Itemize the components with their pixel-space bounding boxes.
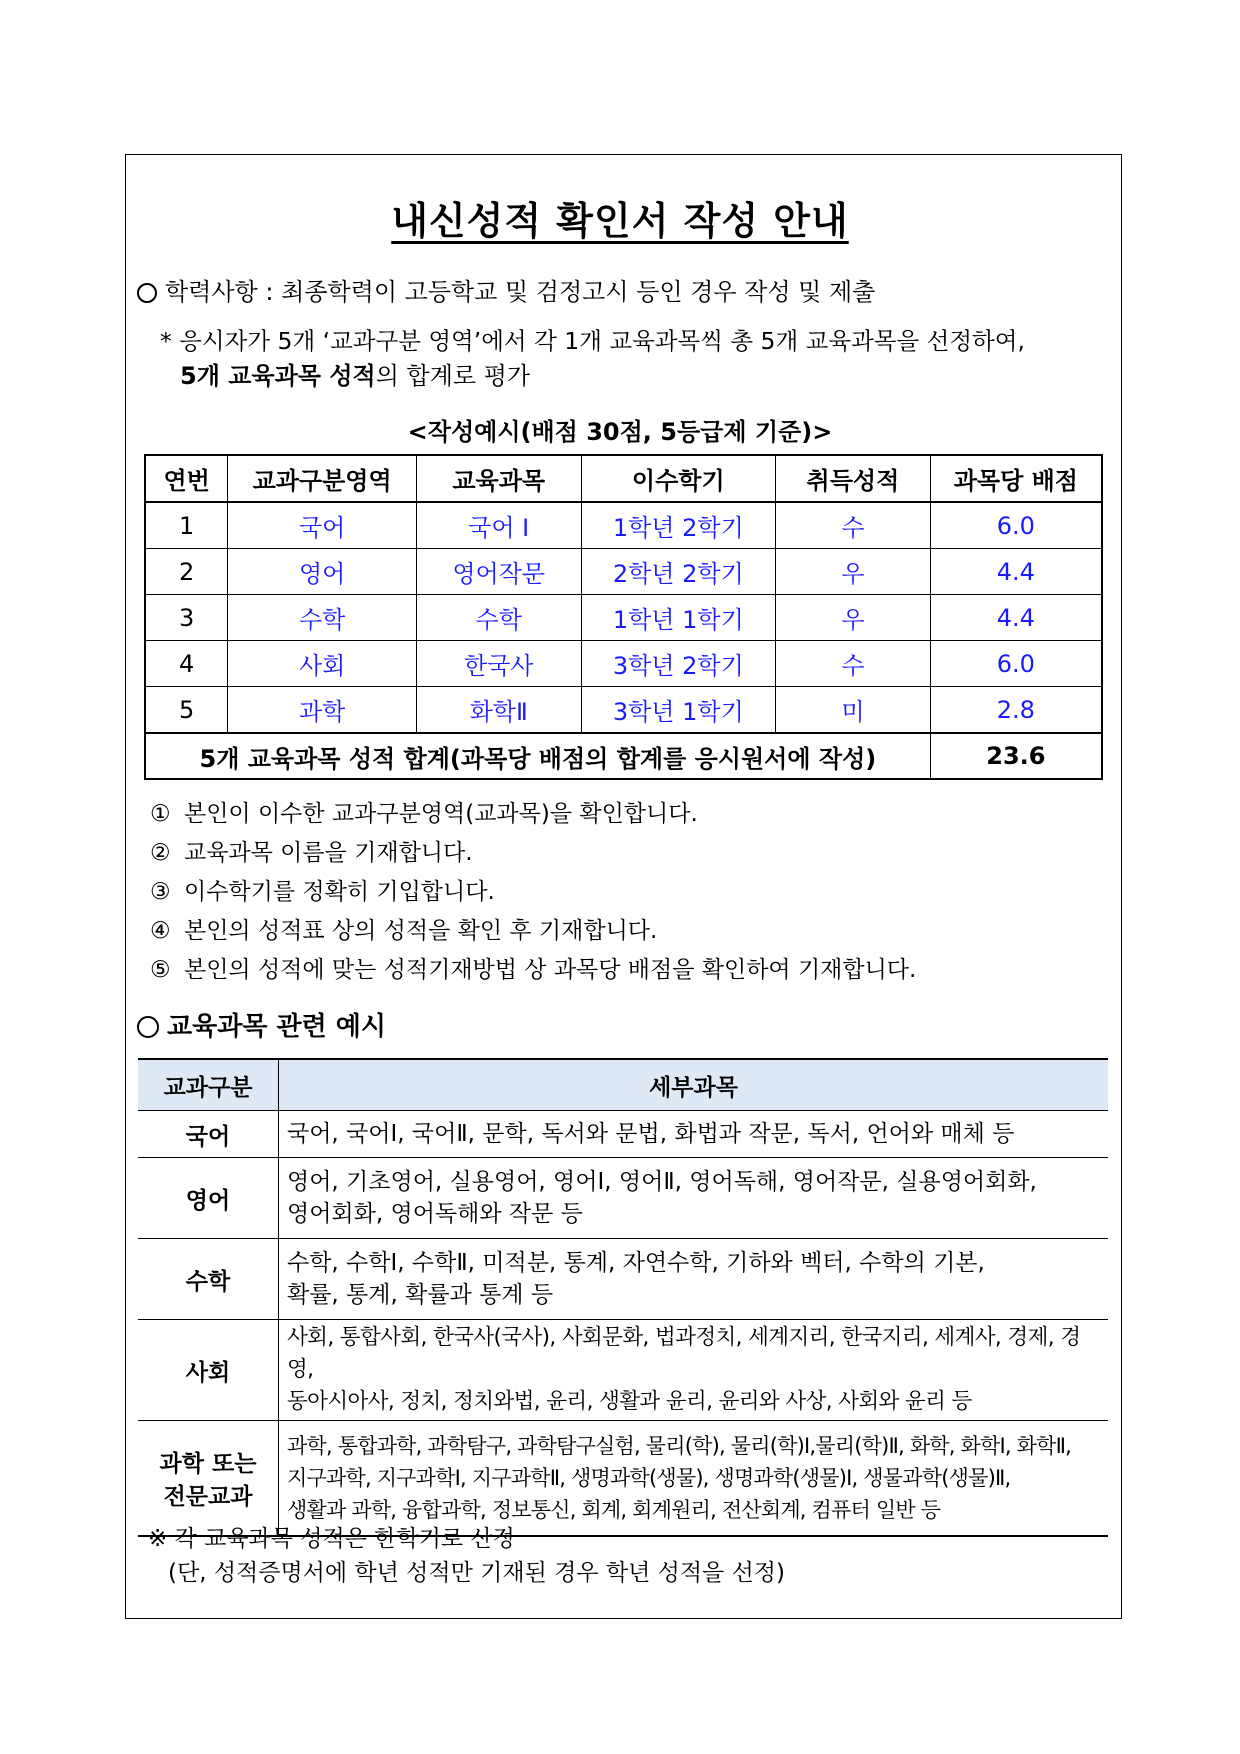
cell-grade: 수	[776, 502, 931, 549]
header-area: 교과구분영역	[228, 455, 417, 502]
cell-semester: 3학년 1학기	[581, 687, 776, 734]
subject-examples-table	[138, 1058, 1108, 1537]
cell-semester: 1학년 1학기	[581, 595, 776, 641]
circle-bullet-icon	[137, 283, 157, 303]
details-cell: 국어, 국어Ⅰ, 국어Ⅱ, 문학, 독서와 문법, 화법과 작문, 독서, 언어와 매체 등	[279, 1111, 1109, 1158]
evaluation-note-line2: 5개 교육과목 성적의 합계로 평가	[180, 362, 531, 390]
category-cell: 수학	[138, 1239, 279, 1320]
header-grade: 취득성적	[776, 455, 931, 502]
header-category: 교과구분	[138, 1059, 279, 1111]
header-score: 과목당 배점	[930, 455, 1102, 502]
cell-score: 2.8	[930, 687, 1102, 734]
cell-score: 4.4	[930, 549, 1102, 595]
cell-semester: 3학년 2학기	[581, 641, 776, 687]
total-value: 23.6	[930, 733, 1102, 779]
cell-semester: 2학년 2학기	[581, 549, 776, 595]
cell-course: 영어작문	[416, 549, 581, 595]
cell-grade: 수	[776, 641, 931, 687]
cell-no: 2	[145, 549, 228, 595]
cell-no: 5	[145, 687, 228, 734]
header-semester: 이수학기	[581, 455, 776, 502]
table-row	[145, 687, 1102, 734]
step-item: ③ 이수학기를 정확히 기입합니다.	[150, 879, 495, 905]
section-heading: 교육과목 관련 예시	[137, 1006, 386, 1043]
table-row	[145, 549, 1102, 595]
cell-area: 사회	[228, 641, 417, 687]
cell-course: 국어 Ⅰ	[416, 502, 581, 549]
step-item: ① 본인이 이수한 교과구분영역(교과목)을 확인합니다.	[150, 801, 698, 827]
cell-no: 3	[145, 595, 228, 641]
cell-area: 영어	[228, 549, 417, 595]
cell-area: 국어	[228, 502, 417, 549]
cell-grade: 미	[776, 687, 931, 734]
category-cell: 과학 또는 전문교과	[138, 1421, 279, 1536]
step-item: ⑤ 본인의 성적에 맞는 성적기재방법 상 과목당 배점을 확인하여 기재합니다.	[150, 957, 917, 983]
evaluation-note-line1: * 응시자가 5개 ‘교과구분 영역’에서 각 1개 교육과목씩 총 5개 교육과목을 선정하여,	[160, 327, 1025, 355]
circle-bullet-icon	[137, 1016, 159, 1038]
table-row	[138, 1111, 1108, 1158]
table-row	[145, 595, 1102, 641]
page-title: 내신성적 확인서 작성 안내	[391, 199, 849, 243]
step-item: ④ 본인의 성적표 상의 성적을 확인 후 기재합니다.	[150, 918, 658, 944]
details-cell: 과학, 통합과학, 과학탐구, 과학탐구실험, 물리(학), 물리(학)Ⅰ,물리(학)Ⅱ, 화학, 화학Ⅰ, 화학Ⅱ, 지구과학, 지구과학Ⅰ, 지구과학Ⅱ, 생명과학(생물), 생명과학(생물)Ⅰ, 생물과학(생물)Ⅱ, 생활과 과학, 융합과학, 정보통신, 회계, 회계원리, 전산회계, 컴퓨터 일반 등	[279, 1421, 1109, 1536]
table-header-row	[138, 1059, 1108, 1111]
cell-grade: 우	[776, 549, 931, 595]
details-cell: 수학, 수학Ⅰ, 수학Ⅱ, 미적분, 통계, 자연수학, 기하와 벡터, 수학의 기본, 확률, 통계, 확률과 통계 등	[279, 1239, 1109, 1320]
education-requirement: 학력사항 : 최종학력이 고등학교 및 검정고시 등인 경우 작성 및 제출	[137, 272, 875, 307]
cell-course: 한국사	[416, 641, 581, 687]
header-no: 연번	[145, 455, 228, 502]
cell-no: 1	[145, 502, 228, 549]
total-label: 5개 교육과목 성적 합계(과목당 배점의 합계를 응시원서에 작성)	[145, 733, 930, 779]
cell-course: 수학	[416, 595, 581, 641]
table-row	[138, 1239, 1108, 1320]
instruction-steps	[150, 795, 916, 990]
cell-course: 화학Ⅱ	[416, 687, 581, 734]
details-cell: 사회, 통합사회, 한국사(국사), 사회문화, 법과정치, 세계지리, 한국지리, 세계사, 경제, 경영, 동아시아사, 정치, 정치와법, 윤리, 생활과 윤리, 윤리와 사상, 사회와 윤리 등	[279, 1320, 1109, 1421]
details-cell: 영어, 기초영어, 실용영어, 영어Ⅰ, 영어Ⅱ, 영어독해, 영어작문, 실용영어회화, 영어회화, 영어독해와 작문 등	[279, 1158, 1109, 1239]
cell-score: 4.4	[930, 595, 1102, 641]
header-details: 세부과목	[279, 1059, 1109, 1111]
cell-area: 수학	[228, 595, 417, 641]
header-course: 교육과목	[416, 455, 581, 502]
cell-no: 4	[145, 641, 228, 687]
step-item: ② 교육과목 이름을 기재합니다.	[150, 840, 473, 866]
table-row	[138, 1320, 1108, 1421]
table-row	[138, 1158, 1108, 1239]
grade-example-table	[144, 454, 1103, 780]
table-row	[145, 641, 1102, 687]
cell-grade: 우	[776, 595, 931, 641]
category-cell: 사회	[138, 1320, 279, 1421]
example-title: <작성예시(배점 30점, 5등급제 기준)>	[407, 418, 833, 446]
table-row	[138, 1421, 1108, 1536]
cell-semester: 1학년 2학기	[581, 502, 776, 549]
cell-score: 6.0	[930, 502, 1102, 549]
table-header-row	[145, 455, 1102, 502]
footnote: ※ 각 교육과목 성적은 한학기로 산정 (단, 성적증명서에 학년 성적만 기재된 경우 학년 성적을 선정)	[148, 1526, 785, 1586]
category-cell: 영어	[138, 1158, 279, 1239]
total-row	[145, 733, 1102, 779]
cell-area: 과학	[228, 687, 417, 734]
category-cell: 국어	[138, 1111, 279, 1158]
cell-score: 6.0	[930, 641, 1102, 687]
table-row	[145, 502, 1102, 549]
